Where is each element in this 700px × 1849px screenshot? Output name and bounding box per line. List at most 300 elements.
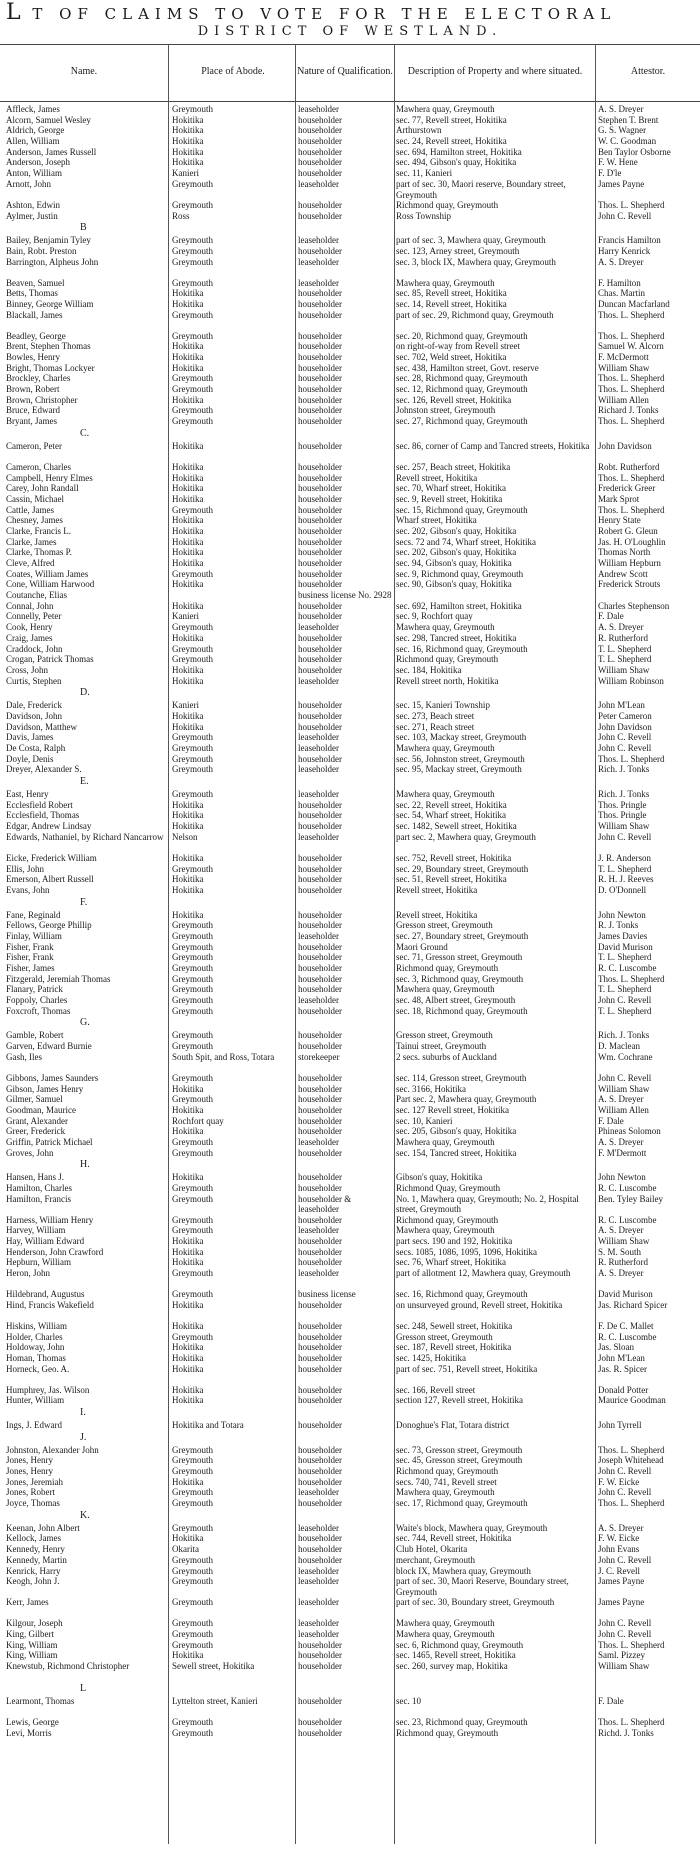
table-row — [0, 644, 700, 655]
table-row — [0, 1321, 700, 1332]
qualification: householder — [298, 1299, 342, 1310]
table-row — [0, 363, 700, 374]
qualification: householder — [298, 1639, 342, 1650]
attestor: D. Maclean — [598, 1041, 640, 1052]
property-description: sec. 76, Wharf street, Hokitika — [396, 1257, 507, 1268]
place-of-abode: Hokitika — [172, 909, 204, 920]
table-row — [0, 874, 700, 885]
attestor: Thos. L. Shepherd — [598, 1444, 665, 1455]
table-row — [0, 257, 700, 278]
claimant-name: Greer, Frederick — [6, 1126, 66, 1137]
table-row — [0, 1487, 700, 1498]
place-of-abode: Greymouth — [172, 1136, 213, 1147]
qualification: householder — [298, 1455, 342, 1466]
table-row — [0, 1041, 700, 1052]
qualification: householder — [298, 643, 342, 654]
table-row — [0, 1183, 700, 1194]
place-of-abode: Hokitika — [172, 1126, 204, 1137]
attestor: William Allen — [598, 394, 649, 405]
attestor: Donald Potter — [598, 1384, 649, 1395]
place-of-abode: Hokitika — [172, 721, 204, 732]
claimant-name: Dreyer, Alexander S. — [6, 764, 82, 775]
table-row — [0, 395, 700, 406]
table-row — [0, 1544, 700, 1555]
claimant-name: Cross, John — [6, 664, 49, 675]
place-of-abode: Hokitika — [172, 493, 204, 504]
claimant-name: Evans, John — [6, 884, 50, 895]
section-letter: J. — [80, 1431, 87, 1443]
attestor: T. L. Shepherd — [598, 654, 652, 665]
attestor: R. Rutherford — [598, 1257, 648, 1268]
qualification: leaseholder — [298, 277, 339, 288]
attestor: John Davidson — [598, 440, 652, 451]
section-letter: C. — [80, 427, 90, 439]
place-of-abode: Greymouth — [172, 863, 213, 874]
place-of-abode: Greymouth — [172, 178, 213, 189]
place-of-abode: Hokitika — [172, 536, 204, 547]
qualification: householder — [298, 1695, 342, 1706]
qualification: leaseholder — [298, 1576, 339, 1587]
qualification: leaseholder — [298, 743, 339, 753]
place-of-abode: Hokitika — [172, 1246, 204, 1257]
attestor: Thos. Pringle — [598, 810, 647, 821]
attestor: R. Rutherford — [598, 632, 648, 643]
place-of-abode: Greymouth — [172, 1522, 213, 1533]
claimant-name: Homan, Thomas — [6, 1352, 66, 1363]
place-of-abode: Greymouth — [172, 952, 213, 963]
place-of-abode: Greymouth — [172, 1331, 213, 1342]
table-row — [0, 789, 700, 800]
place-of-abode: Hokitika — [172, 1395, 204, 1406]
claimant-name: Clarke, Thomas P. — [6, 547, 72, 558]
qualification: householder — [298, 1115, 342, 1126]
attestor: John C. Revell — [598, 1628, 652, 1639]
place-of-abode: Hokitika — [172, 1650, 204, 1661]
place-of-abode: Greymouth — [172, 622, 213, 633]
qualification: householder — [298, 810, 342, 821]
property-description: Arthurstown — [396, 125, 442, 136]
qualification: householder — [298, 1384, 342, 1395]
attestor: John Newton — [598, 1172, 646, 1183]
table-row — [0, 1477, 700, 1488]
attestor: William Shaw — [598, 664, 650, 675]
attestor: Rich. J. Tonks — [598, 1030, 650, 1041]
table-row — [0, 547, 700, 558]
claimant-name: Dale, Frederick — [6, 700, 62, 711]
place-of-abode: Greymouth — [172, 504, 213, 515]
qualification: householder — [298, 1419, 342, 1430]
attestor: John Davidson — [598, 721, 652, 732]
table-row — [0, 299, 700, 310]
qualification: householder — [298, 1072, 342, 1083]
qualification: householder — [298, 1083, 342, 1094]
table-row — [0, 622, 700, 633]
attestor: Thos. L. Shepherd — [598, 330, 665, 341]
property-description: sec. 15, Kanieri Township — [396, 700, 490, 711]
attestor: J. R. Anderson — [598, 852, 652, 863]
qualification: leaseholder — [298, 764, 339, 775]
table-row — [0, 136, 700, 147]
attestor: F. Dale — [598, 611, 624, 622]
attestor: John C. Revell — [598, 1072, 652, 1083]
property-description: secs. 1085, 1086, 1095, 1096, Hokitika — [396, 1246, 537, 1257]
qualification: householder — [298, 710, 342, 721]
attestor: Thos. L. Shepherd — [598, 384, 665, 395]
table-row — [0, 1215, 700, 1226]
qualification: householder — [298, 654, 342, 665]
attestor: John C. Revell — [598, 1466, 652, 1476]
attestor: F. De C. Mallet — [598, 1320, 654, 1331]
table-row — [0, 601, 700, 612]
qualification: householder — [298, 416, 342, 427]
claimant-name: Eicke, Frederick William — [6, 852, 97, 863]
attestor: F. Hamilton — [598, 277, 641, 288]
claimant-name: King, William — [6, 1650, 58, 1661]
place-of-abode: Greymouth — [172, 104, 213, 114]
qualification: householder — [298, 799, 342, 810]
qualification: householder — [298, 753, 342, 764]
attestor: Peter Cameron — [598, 710, 652, 721]
attestor: A. S. Dreyer — [598, 104, 644, 114]
claimant-name: Binney, George William — [6, 298, 94, 309]
property-description: on unsurveyed ground, Revell street, Hokitika — [396, 1299, 563, 1310]
property-description: sec. 692, Hamilton street, Hokitika — [396, 600, 522, 611]
place-of-abode: Greymouth — [172, 1487, 213, 1498]
claimant-name: Crogan, Patrick Thomas — [6, 654, 94, 665]
place-of-abode: Greymouth — [172, 1618, 213, 1629]
property-description: part of sec. 30, Boundary street, Greymouth — [396, 1597, 555, 1608]
place-of-abode: Greymouth — [172, 1716, 213, 1727]
attestor: William Shaw — [598, 821, 650, 832]
table-row — [0, 494, 700, 505]
property-description: sec. 85, Revell street, Hokitika — [396, 288, 507, 299]
property-description: sec. 3, block IX, Mawhera quay, Greymouth — [396, 256, 556, 267]
place-of-abode: Hokitika — [172, 472, 204, 483]
qualification: householder — [298, 330, 342, 341]
claimant-name: Fane, Reginald — [6, 909, 61, 920]
claimant-name: Gibson, James Henry — [6, 1083, 84, 1094]
property-description: sec. 27, Boundary street, Greymouth — [396, 930, 529, 941]
property-description: sec. 29, Boundary street, Greymouth — [396, 863, 529, 874]
attestor: F. McDermott — [598, 352, 649, 362]
place-of-abode: Hokitika — [172, 884, 204, 895]
claimant-name: Arnott, John — [6, 178, 51, 189]
table-row — [0, 200, 700, 211]
property-description: sec. 70, Wharf street, Hokitika — [396, 483, 507, 494]
qualification: householder — [298, 1498, 342, 1509]
attestor: A. S. Dreyer — [598, 1225, 644, 1236]
attestor: Jas. R. Spicer — [598, 1363, 647, 1374]
claimant-name: Edwards, Nathaniel, by Richard Nancarrow — [6, 831, 164, 842]
property-description: Mawhera quay, Greymouth — [396, 789, 495, 800]
property-description: sec. 298, Tancred street, Hokitika — [396, 632, 517, 643]
place-of-abode: Hokitika — [172, 547, 204, 558]
claimant-name: Gamble, Robert — [6, 1030, 64, 1041]
place-of-abode: Hokitika — [172, 1299, 204, 1310]
qualification: householder — [298, 362, 342, 373]
claimant-name: Jones, Robert — [6, 1487, 55, 1498]
attestor: William Shaw — [598, 1083, 650, 1094]
table-row — [0, 1566, 700, 1577]
section-letter: L — [80, 1682, 87, 1694]
place-of-abode: Greymouth — [172, 384, 213, 395]
attestor: A. S. Dreyer — [598, 1268, 644, 1279]
qualification: leaseholder — [298, 104, 339, 114]
property-description: sec. 127 Revell street, Hokitika — [396, 1104, 509, 1115]
claimant-name: Kilgour, Joseph — [6, 1618, 63, 1629]
qualification: leaseholder — [298, 178, 339, 189]
place-of-abode: Hokitika — [172, 341, 204, 352]
claimant-name: Anderson, Joseph — [6, 157, 70, 168]
table-row — [0, 711, 700, 722]
place-of-abode: Greymouth — [172, 643, 213, 654]
place-of-abode: Greymouth — [172, 1628, 213, 1639]
claimant-name: Brown, Christopher — [6, 394, 78, 405]
place-of-abode: Hokitika — [172, 579, 204, 590]
qualification: householder — [298, 405, 342, 416]
place-of-abode: Greymouth — [172, 1639, 213, 1650]
place-of-abode: Greymouth — [172, 963, 213, 973]
property-description: sec. 260, survey map, Hokitika — [396, 1660, 508, 1671]
attestor: Henry State — [598, 515, 641, 526]
qualification: householder — [298, 536, 342, 547]
qualification: householder — [298, 199, 342, 210]
property-description: Mawhera quay, Greymouth — [396, 1628, 495, 1639]
qualification: householder — [298, 1363, 342, 1374]
property-description: sec. 3, Richmond quay, Greymouth — [396, 973, 524, 984]
claimant-name: Hansen, Hans J. — [6, 1172, 64, 1183]
claimant-name: Davidson, John — [6, 710, 62, 721]
qualification: householder — [298, 525, 342, 536]
claimant-name: Campbell, Henry Elmes — [6, 472, 93, 483]
attestor: James Payne — [598, 178, 645, 189]
place-of-abode: Greymouth — [172, 245, 213, 256]
attestor: David Murison — [598, 941, 653, 952]
table-row — [0, 246, 700, 257]
table-row — [0, 1194, 700, 1215]
property-description: sec. 494, Gibson's quay, Hokitika — [396, 157, 517, 168]
place-of-abode: Greymouth — [172, 277, 213, 288]
qualification: householder — [298, 146, 342, 157]
place-of-abode: Greymouth — [172, 256, 213, 267]
table-row — [0, 168, 700, 179]
qualification: householder — [298, 504, 342, 515]
property-description: sec. 12, Richmond quay, Greymouth — [396, 384, 528, 395]
qualification: householder — [298, 373, 342, 384]
attestor: Frederick Greer — [598, 483, 656, 494]
table-row — [0, 864, 700, 875]
attestor: R. H. J. Reeves — [598, 874, 654, 885]
attestor: John Newton — [598, 909, 646, 920]
claimant-name: Cattle, James — [6, 504, 54, 515]
qualification: householder — [298, 611, 342, 622]
table-row — [0, 1172, 700, 1183]
place-of-abode: Okarita — [172, 1544, 199, 1555]
table-row — [0, 1073, 700, 1084]
place-of-abode: Greymouth — [172, 1565, 213, 1576]
table-row — [0, 1640, 700, 1651]
table-row — [0, 1105, 700, 1116]
table-row — [0, 441, 700, 462]
place-of-abode: Hokitika — [172, 1363, 204, 1374]
claimant-name: Joyce, Thomas — [6, 1498, 60, 1509]
claimant-name: Hind, Francis Wakefield — [6, 1299, 94, 1310]
table-row — [0, 384, 700, 395]
property-description: Mawhera quay, Greymouth — [396, 984, 495, 995]
property-description: Gresson street, Greymouth — [396, 920, 493, 931]
claimant-name: Hamilton, Francis — [6, 1193, 71, 1204]
claimant-name: Brockley, Charles — [6, 373, 71, 384]
property-description: part of sec. 3, Mawhera quay, Greymouth — [396, 235, 546, 246]
table-row — [0, 974, 700, 985]
table-row — [0, 115, 700, 126]
place-of-abode: South Spit, and Ross, Totara — [172, 1051, 275, 1062]
qualification: householder — [298, 568, 342, 579]
place-of-abode: Hokitika — [172, 810, 204, 821]
property-description: sec. 248, Sewell street, Hokitika — [396, 1320, 513, 1331]
property-description: sec. 1482, Sewell street, Hokitika — [396, 821, 517, 832]
property-description: Richmond quay, Greymouth — [396, 1466, 499, 1476]
place-of-abode: Hokitika — [172, 1352, 204, 1363]
table-row — [0, 1466, 700, 1477]
property-description: part sec. 2, Mawhera quay, Greymouth — [396, 831, 536, 842]
place-of-abode: Greymouth — [172, 1455, 213, 1466]
place-of-abode: Hokitika — [172, 1104, 204, 1115]
place-of-abode: Hokitika — [172, 1083, 204, 1094]
qualification: leaseholder — [298, 1565, 339, 1576]
table-row — [0, 1289, 700, 1300]
table-row — [0, 676, 700, 687]
qualification: householder — [298, 1172, 342, 1183]
attestor: John Tyrrell — [598, 1419, 642, 1430]
property-description: block IX, Mawhera quay, Greymouth — [396, 1565, 531, 1576]
claimant-name: Hamilton, Charles — [6, 1183, 72, 1193]
property-description: Tainui street, Greymouth — [396, 1041, 487, 1052]
claimant-name: Johnston, Alexander John — [6, 1444, 99, 1455]
property-description: sec. 187, Revell street, Hokitika — [396, 1342, 512, 1353]
qualification: leaseholder — [298, 1136, 339, 1147]
place-of-abode: Greymouth — [172, 309, 213, 320]
table-row — [0, 1717, 700, 1728]
property-description: Maori Ground — [396, 941, 448, 952]
qualification: leaseholder — [298, 1268, 339, 1279]
table-row — [0, 1084, 700, 1095]
place-of-abode: Hokitika — [172, 483, 204, 494]
table-row — [0, 1696, 700, 1717]
property-description: part of sec. 751, Revell street, Hokitika — [396, 1363, 538, 1374]
attestor: D. O'Donnell — [598, 884, 647, 895]
attestor: R. C. Luscombe — [598, 1183, 657, 1193]
attestor: Stephen T. Brent — [598, 114, 659, 125]
section-letter: I. — [80, 1406, 86, 1418]
table-row — [0, 1332, 700, 1343]
claimant-name: Foxcroft, Thomas — [6, 1005, 71, 1016]
property-description: sec. 6, Richmond quay, Greymouth — [396, 1639, 524, 1650]
qualification: householder — [298, 1650, 342, 1661]
place-of-abode: Greymouth — [172, 1225, 213, 1236]
property-description: Mawhera quay, Greymouth — [396, 1225, 495, 1236]
table-row — [0, 633, 700, 644]
property-description: Mawhera quay, Greymouth — [396, 1487, 495, 1498]
property-description: 2 secs. suburbs of Auckland — [396, 1051, 497, 1062]
qualification: business license — [298, 1289, 356, 1300]
property-description: merchant, Greymouth — [396, 1554, 475, 1565]
claimant-name: Beaven, Samuel — [6, 277, 65, 288]
attestor: F. Dale — [598, 1695, 624, 1706]
attestor: Joseph Whitehead — [598, 1455, 664, 1466]
place-of-abode: Greymouth — [172, 984, 213, 995]
property-description: sec. 56, Johnston street, Greymouth — [396, 753, 525, 764]
qualification: householder — [298, 664, 342, 675]
property-description: sec. 20, Richmond quay, Greymouth — [396, 330, 528, 341]
claimant-name: Cook, Henry — [6, 622, 53, 633]
claimant-name: Betts, Thomas — [6, 288, 58, 299]
place-of-abode: Rochfort quay — [172, 1115, 224, 1126]
place-of-abode: Hokitika — [172, 874, 204, 885]
qualification: householder — [298, 1094, 342, 1105]
place-of-abode: Greymouth — [172, 1498, 213, 1509]
place-of-abode: Greymouth — [172, 1072, 213, 1083]
property-description: sec. 1425, Hokitika — [396, 1352, 466, 1363]
place-of-abode: Hokitika — [172, 440, 204, 451]
table-row — [0, 732, 700, 743]
claimant-name: Hepburn, William — [6, 1257, 71, 1268]
property-description: part of allotment 12, Mawhera quay, Greymouth — [396, 1268, 571, 1279]
claimant-name: Aylmer, Justin — [6, 210, 58, 221]
qualification: householder — [298, 341, 342, 352]
property-description: sec. 273, Beach street — [396, 710, 475, 721]
qualification: householder — [298, 1716, 342, 1727]
place-of-abode: Greymouth — [172, 789, 213, 800]
property-description: Richmond Quay, Greymouth — [396, 1183, 501, 1193]
property-description: sec. 694, Hamilton street, Hokitika — [396, 146, 522, 157]
property-description: Mawhera quay, Greymouth — [396, 622, 495, 633]
qualification: leaseholder — [298, 256, 339, 267]
qualification: householder — [298, 352, 342, 362]
claimant-name: Fitzgerald, Jeremiah Thomas — [6, 973, 111, 984]
property-description: sec. 86, corner of Camp and Tancred streets, Hokitika — [396, 440, 590, 451]
table-row — [0, 1618, 700, 1629]
claimant-name: Bailey, Benjamin Tyley — [6, 235, 91, 246]
property-description: Richmond quay, Greymouth — [396, 1214, 499, 1225]
property-description: Mawhera quay, Greymouth — [396, 1136, 495, 1147]
place-of-abode: Hokitika — [172, 394, 204, 405]
attestor: F. D'le — [598, 168, 622, 179]
property-description: sec. 95, Mackay street, Greymouth — [396, 764, 522, 775]
attestor: Thos. L. Shepherd — [598, 973, 665, 984]
property-description: Donoghue's Flat, Totara district — [396, 1419, 510, 1430]
qualification: householder — [298, 493, 342, 504]
attestor: Ben. Tyley Bailey — [598, 1193, 663, 1204]
table-row — [0, 1052, 700, 1073]
attestor: Jas. Richard Spicer — [598, 1299, 668, 1310]
place-of-abode: Greymouth — [172, 654, 213, 665]
claimant-name: Connal, John — [6, 600, 54, 611]
place-of-abode: Hokitika — [172, 664, 204, 675]
place-of-abode: Greymouth — [172, 568, 213, 579]
attestor: Ben Taylor Osborne — [598, 146, 671, 157]
property-description: sec. 205, Gibson's quay, Hokitika — [396, 1126, 517, 1137]
table-row — [0, 515, 700, 526]
table-row — [0, 373, 700, 384]
claimant-name: Emerson, Albert Russell — [6, 874, 94, 885]
section-letter: F. — [80, 896, 88, 908]
table-row — [0, 179, 700, 200]
property-description: No. 1, Mawhera quay, Greymouth; No. 2, Hospital street, Greymouth — [396, 1193, 579, 1215]
qualification: householder — [298, 1126, 342, 1137]
qualification: leaseholder — [298, 235, 339, 246]
attestor: R. C. Luscombe — [598, 1331, 657, 1342]
